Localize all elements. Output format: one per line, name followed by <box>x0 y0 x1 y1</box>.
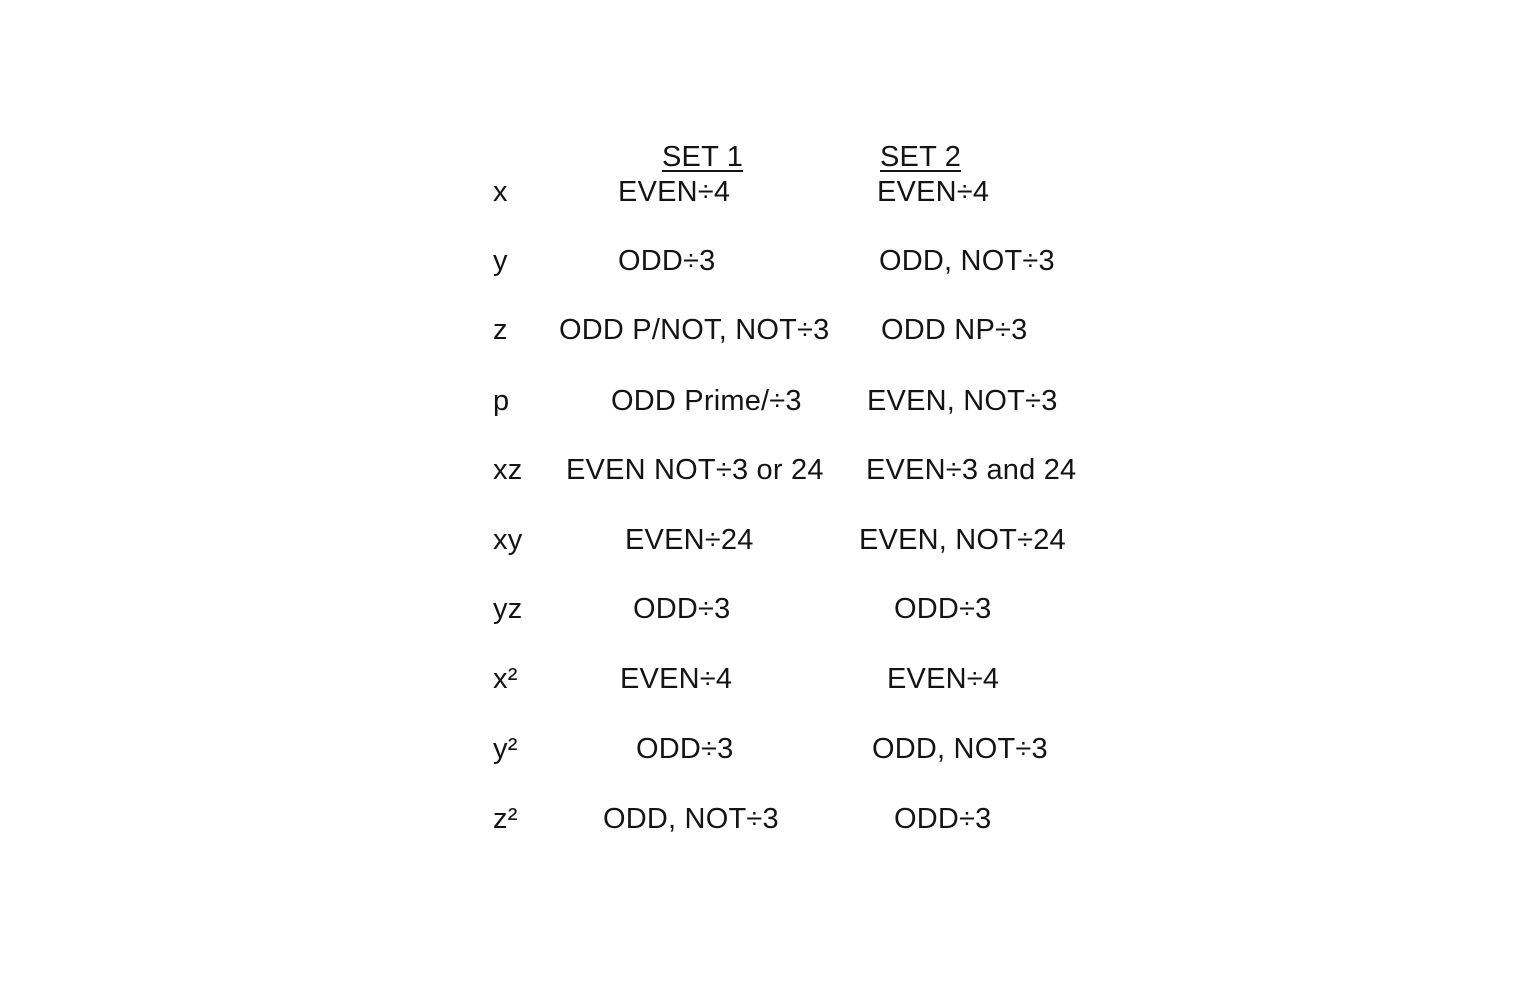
row-set1-value: ODD÷3 <box>636 733 734 765</box>
row-set1-value: ODD P/NOT, NOT÷3 <box>559 314 830 346</box>
row-set2-value: EVEN÷4 <box>887 663 1000 695</box>
row-set1-value: EVEN NOT÷3 or 24 <box>566 454 824 486</box>
row-set2-value: ODD, NOT÷3 <box>872 733 1048 765</box>
row-variable: x <box>493 176 508 208</box>
row-set1-value: EVEN÷24 <box>625 524 754 556</box>
set2-header: SET 2 <box>880 141 962 173</box>
row-variable: xy <box>493 524 523 556</box>
row-set2-value: EVEN÷3 and 24 <box>866 454 1077 486</box>
row-variable: y <box>493 245 508 277</box>
row-set2-value: ODD NP÷3 <box>881 314 1028 346</box>
row-variable: xz <box>493 454 523 486</box>
row-set1-value: ODD Prime/÷3 <box>611 385 802 417</box>
row-set1-value: ODD÷3 <box>618 245 716 277</box>
row-variable: x² <box>493 663 518 695</box>
row-variable: yz <box>493 593 523 625</box>
row-set2-value: EVEN, NOT÷3 <box>867 385 1058 417</box>
row-set2-value: EVEN, NOT÷24 <box>859 524 1066 556</box>
row-set1-value: ODD÷3 <box>633 593 731 625</box>
row-set2-value: ODD÷3 <box>894 803 992 835</box>
row-set2-value: ODD, NOT÷3 <box>879 245 1055 277</box>
row-variable: z² <box>493 803 518 835</box>
row-variable: p <box>493 385 510 417</box>
set1-header: SET 1 <box>662 141 744 173</box>
row-set2-value: EVEN÷4 <box>877 176 990 208</box>
row-set1-value: ODD, NOT÷3 <box>603 803 779 835</box>
row-set2-value: ODD÷3 <box>894 593 992 625</box>
row-variable: z <box>493 314 508 346</box>
row-set1-value: EVEN÷4 <box>618 176 731 208</box>
row-variable: y² <box>493 733 518 765</box>
row-set1-value: EVEN÷4 <box>620 663 733 695</box>
